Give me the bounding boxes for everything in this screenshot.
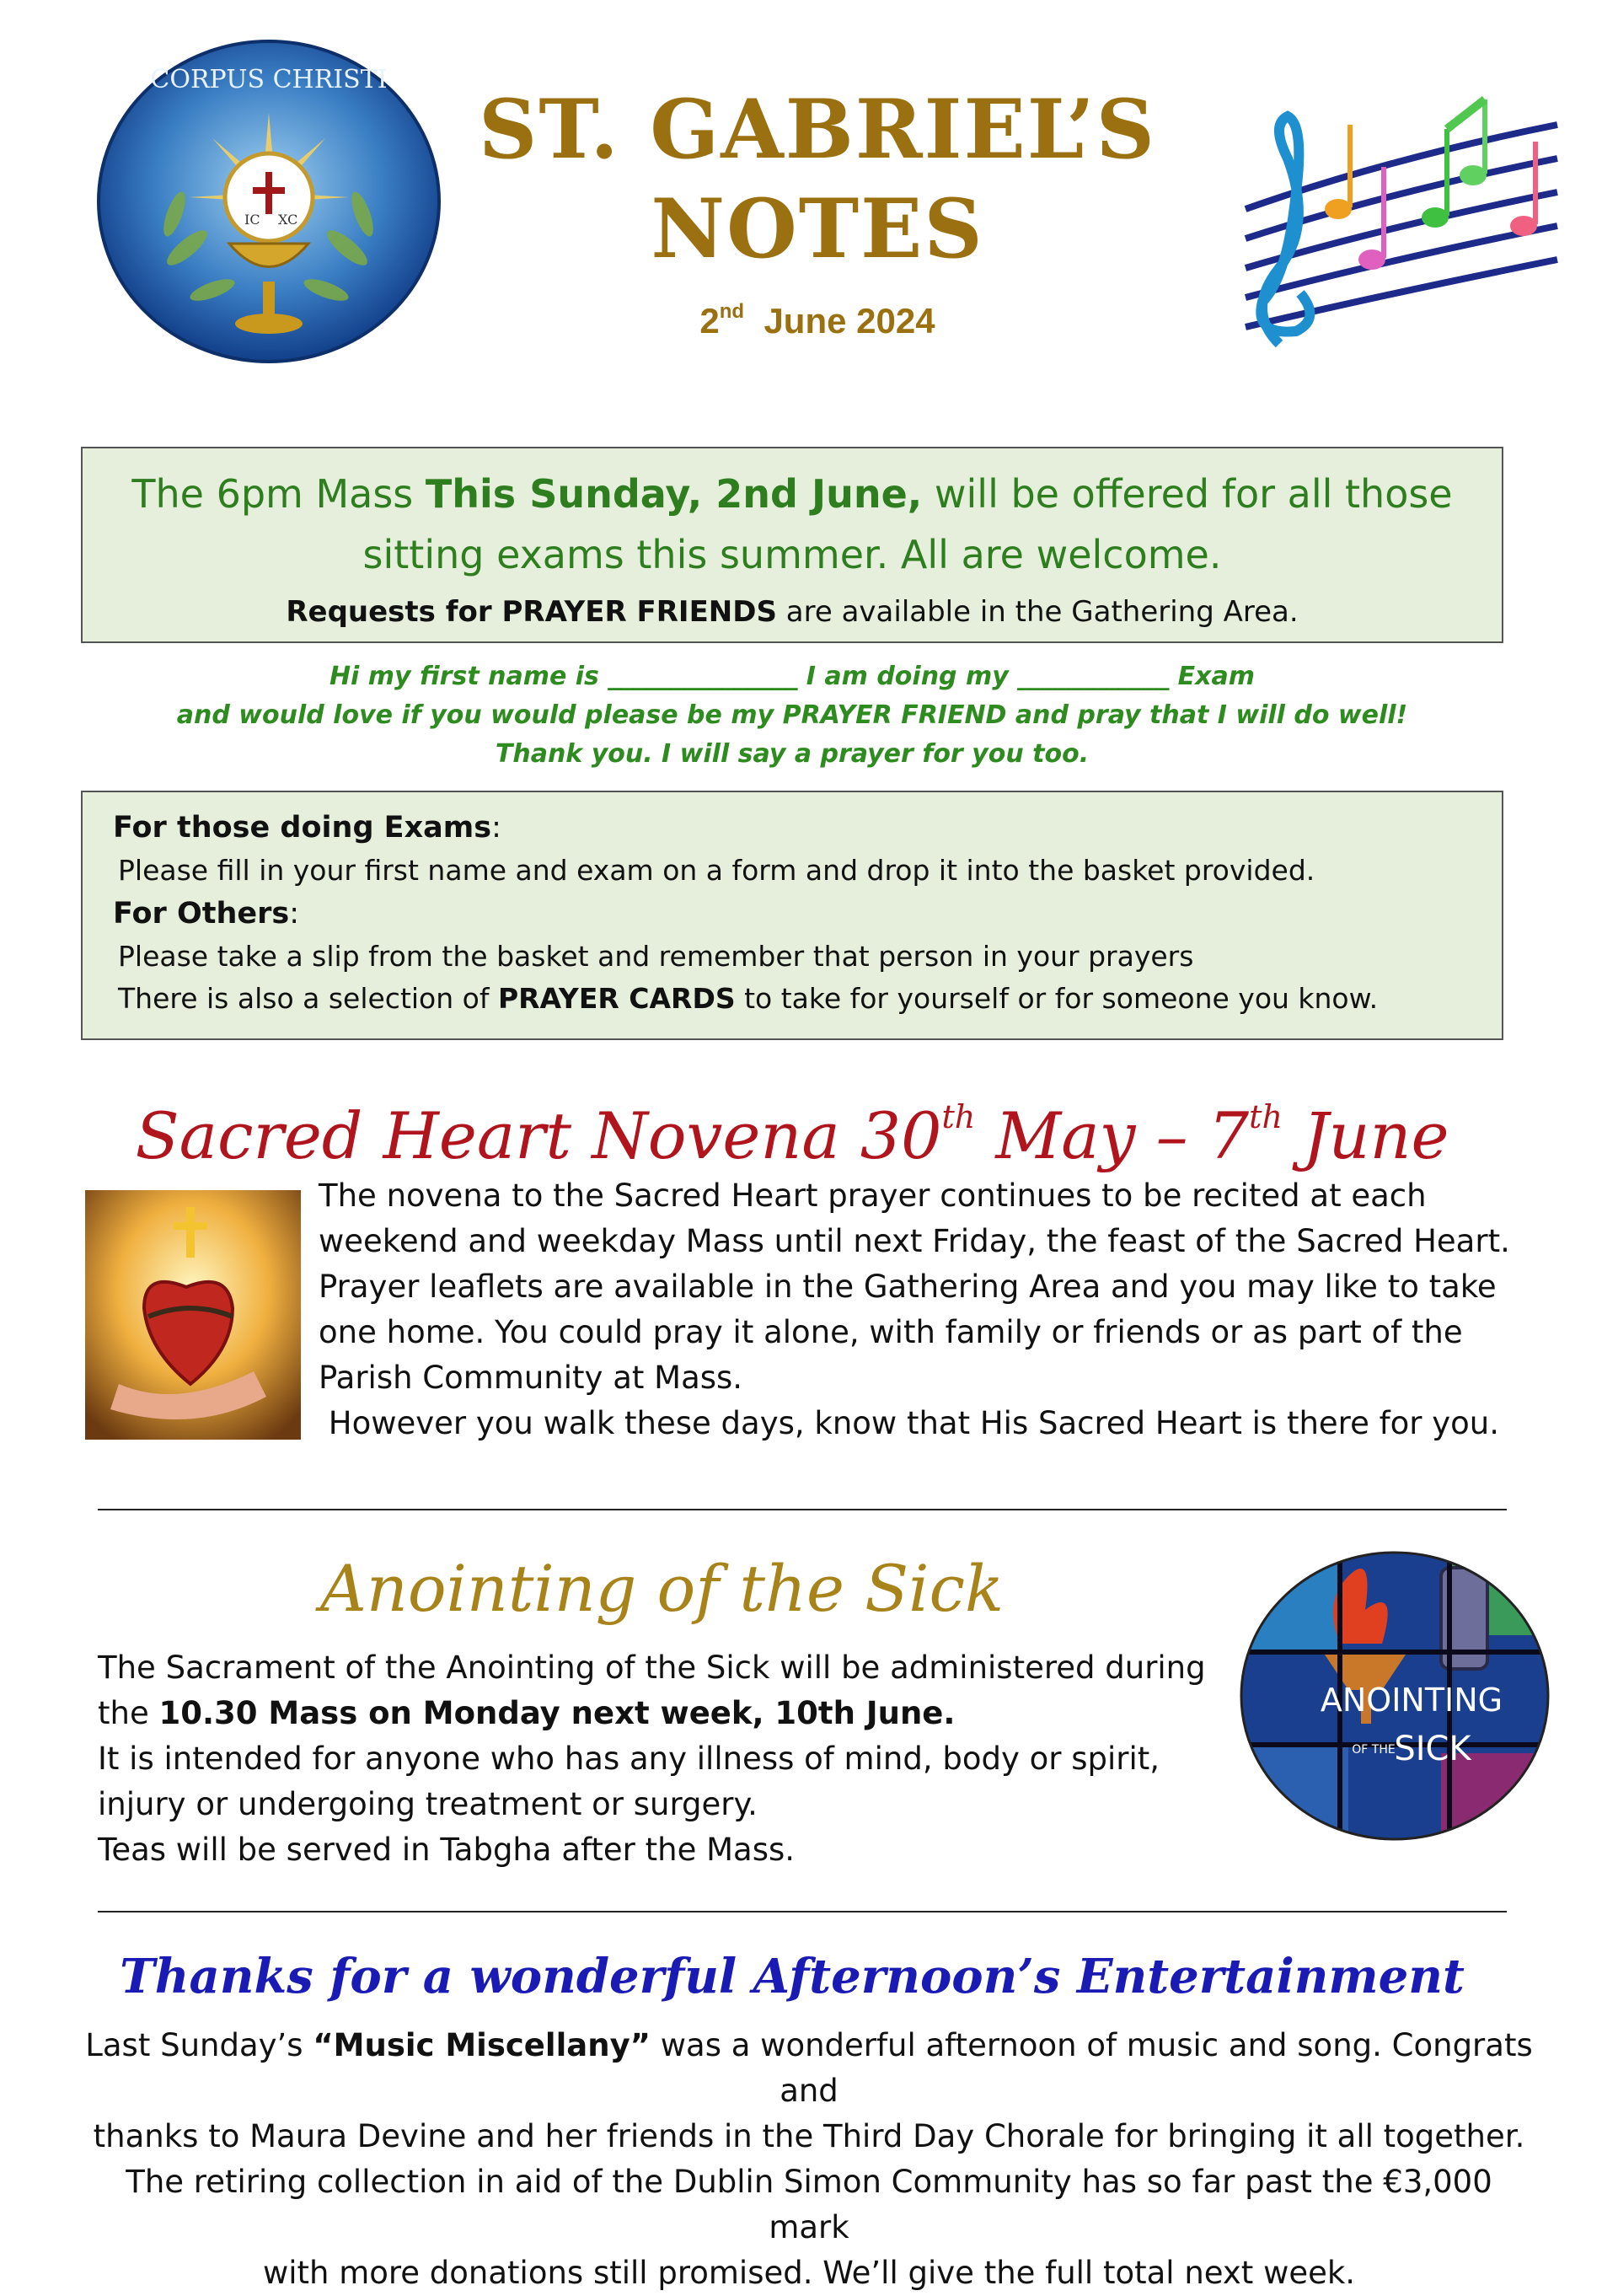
- mass-line-3-post: are available in the Gathering Area.: [776, 595, 1299, 629]
- anointing-heading: Anointing of the Sick: [320, 1551, 1005, 1626]
- mass-line-1-bold: This Sunday, 2nd June,: [425, 471, 923, 517]
- anointing-image-text-1: ANOINTING: [1320, 1682, 1503, 1719]
- prayer-cards-post: to take for yourself or for someone you know.: [735, 982, 1379, 1015]
- anointing-line: It is intended for anyone who has any illness of mind, body or spirit,: [98, 1741, 1160, 1777]
- novena-line: weekend and weekday Mass until next Friday, the feast of the Sacred Heart.: [319, 1223, 1510, 1259]
- exams-instructions-box: [81, 791, 1503, 1040]
- exams-heading: For those doing Exams:: [113, 811, 501, 845]
- divider: [98, 1911, 1507, 1912]
- issue-date: [472, 300, 1163, 341]
- prayer-cards-bold: PRAYER CARDS: [497, 982, 736, 1015]
- svg-text:IC: IC: [244, 212, 260, 228]
- form-line-3: Thank you. I will say a prayer for you too.: [495, 739, 1090, 769]
- sacred-heart-image: [85, 1190, 301, 1440]
- thanks-line-1-bold: “Music Miscellany”: [313, 2027, 651, 2063]
- novena-title-sup-1: th: [941, 1098, 976, 1135]
- title-line-2: NOTES: [651, 181, 984, 276]
- anointing-image-text-3: SICK: [1394, 1730, 1471, 1768]
- novena-line: one home. You could pray it alone, with family or friends or as part of the: [319, 1314, 1463, 1350]
- title-line-1: ST. GABRIEL’S: [479, 82, 1156, 177]
- logo-text: CORPUS CHRISTI: [150, 65, 388, 94]
- mass-line-3-bold: PRAYER FRIENDS: [501, 595, 777, 629]
- mass-line-1-post: will be offered for all those: [922, 471, 1453, 517]
- novena-line: The novena to the Sacred Heart prayer continues to be recited at each: [319, 1178, 1427, 1214]
- thanks-line: The retiring collection in aid of the Dublin Simon Community has so far past the €3,000 mark: [126, 2164, 1492, 2245]
- exams-heading-text: For those doing Exams: [113, 811, 492, 845]
- svg-text:XC: XC: [278, 212, 298, 228]
- novena-title-post: June: [1282, 1098, 1449, 1173]
- novena-title-pre: Sacred Heart Novena 30: [135, 1098, 942, 1173]
- exams-text: Please fill in your first name and exam on a form and drop it into the basket provided.: [118, 854, 1315, 887]
- anointing-of-the-sick-image: [1239, 1551, 1551, 1842]
- novena-title-mid: May – 7: [975, 1098, 1250, 1173]
- novena-line: However you walk these days, know that His Sacred Heart is there for you.: [319, 1405, 1499, 1441]
- anointing-line: Teas will be served in Tabgha after the Mass.: [98, 1832, 796, 1868]
- others-heading-text: For Others: [113, 897, 290, 931]
- form-line-2: and would love if you would please be my PRAYER FRIEND and pray that I will do well!: [176, 700, 1408, 730]
- others-text: Please take a slip from the basket and remember that person in your prayers: [118, 940, 1194, 973]
- date-day: 2: [699, 301, 720, 341]
- exam-mass-notice: [81, 447, 1503, 643]
- anointing-line: injury or undergoing treatment or surgery.: [98, 1786, 758, 1822]
- prayer-cards-pre: There is also a selection of: [118, 982, 498, 1015]
- page-title: [472, 80, 1163, 279]
- thanks-heading: Thanks for a wonderful Afternoon’s Entertainment: [120, 1949, 1465, 2004]
- novena-title-sup-2: th: [1249, 1098, 1283, 1135]
- mass-line-1: [83, 464, 1502, 524]
- anointing-line-2-bold: 10.30 Mass on Monday next week, 10th June.: [158, 1695, 956, 1731]
- form-line-1: Hi my first name is _______________ I am doing my ____________ Exam: [329, 662, 1256, 691]
- thanks-line-1-post: was a wonderful afternoon of music and song. Congrats and: [651, 2027, 1533, 2109]
- novena-heading: [81, 1070, 1503, 1183]
- mass-line-3-pre: Requests for: [286, 595, 502, 629]
- anointing-image-text-2: OF THE: [1352, 1743, 1396, 1757]
- thanks-line: [84, 2023, 1534, 2114]
- corpus-christi-logo: [94, 37, 444, 366]
- others-heading: For Others:: [113, 897, 300, 931]
- mass-line-3: [83, 588, 1502, 636]
- prayer-cards-text: [113, 978, 1471, 1020]
- mass-line-1-pre: The 6pm Mass: [131, 471, 426, 517]
- anointing-line: The Sacrament of the Anointing of the Sick will be administered during: [98, 1650, 1206, 1686]
- mass-line-2: sitting exams this summer. All are welcome.: [362, 532, 1222, 577]
- divider: [98, 1509, 1507, 1510]
- thanks-line-1-pre: Last Sunday’s: [85, 2027, 313, 2063]
- thanks-line: thanks to Maura Devine and her friends in the Third Day Chorale for bringing it all together.: [93, 2118, 1525, 2154]
- music-notes-image: [1220, 91, 1566, 369]
- anointing-body: [98, 1645, 1219, 1873]
- novena-line: Prayer leaflets are available in the Gathering Area and you may like to take: [319, 1269, 1497, 1305]
- prayer-friend-form-text: [81, 657, 1503, 774]
- anointing-line-2-pre: the: [98, 1695, 159, 1731]
- anointing-line: [98, 1691, 1219, 1736]
- novena-body: [319, 1173, 1532, 1446]
- date-rest: June 2024: [763, 301, 935, 341]
- date-suffix: nd: [719, 300, 745, 323]
- thanks-body: [84, 2023, 1534, 2296]
- novena-line: Parish Community at Mass.: [319, 1360, 743, 1396]
- thanks-line: with more donations still promised. We’ll give the full total next week.: [262, 2255, 1356, 2291]
